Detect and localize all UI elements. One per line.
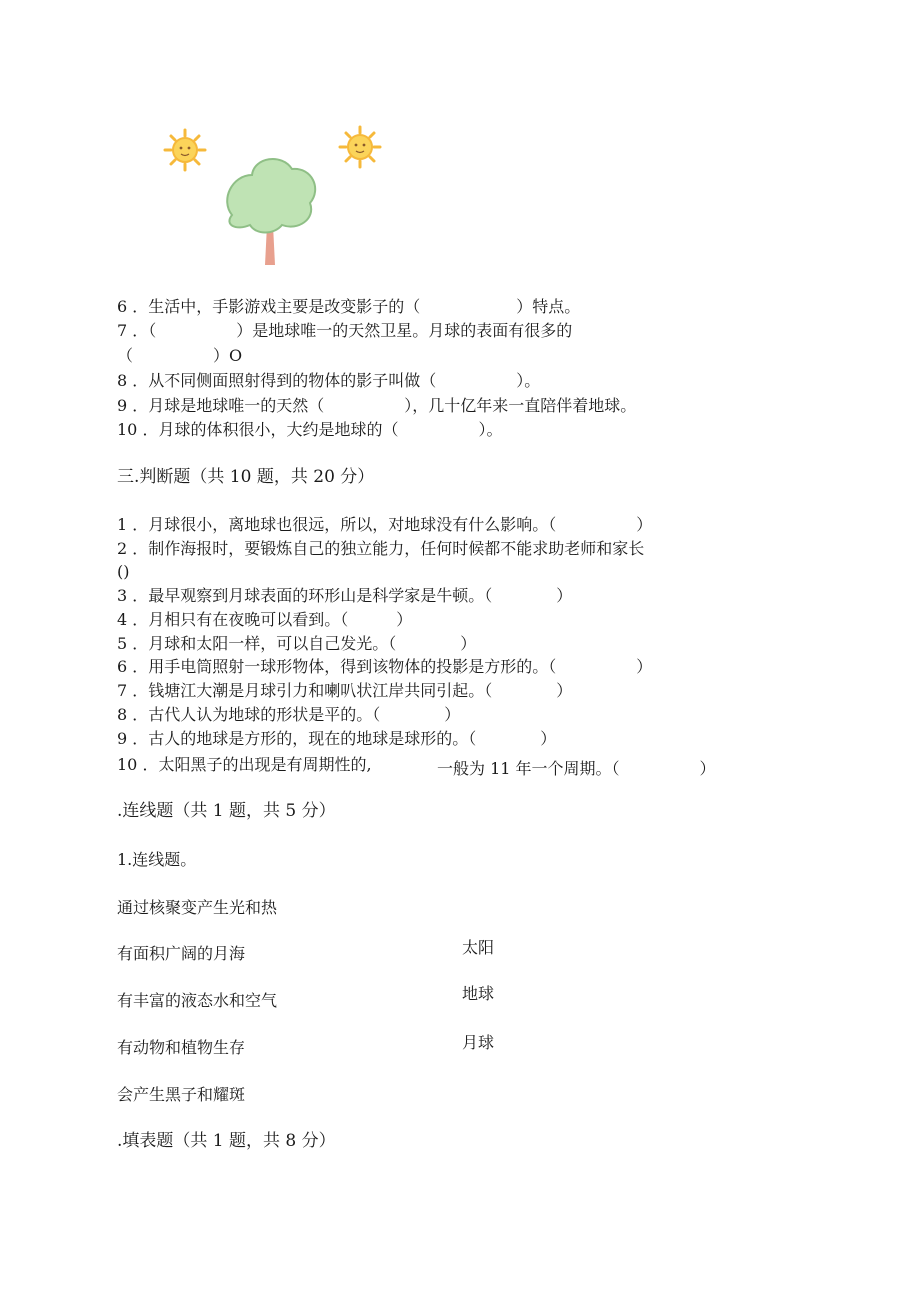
section-title-judge: 三.判断题（共 10 题，共 20 分） xyxy=(117,467,375,487)
judge-item: 4 ．月相只有在夜晚可以看到。（ ） xyxy=(117,610,413,629)
sun-icon xyxy=(340,127,380,167)
match-right-item: 太阳 xyxy=(462,938,495,957)
match-left-item: 有面积广阔的月海 xyxy=(117,944,246,963)
judge-item: 2 ．制作海报时，要锻炼自己的独立能力，任何时候都不能求助老师和家长 xyxy=(117,539,645,558)
judge-item-10-left: 10 ．太阳黑子的出现是有周期性的, xyxy=(117,755,372,774)
fill-question-9: 9 ．月球是地球唯一的天然（ ），几十亿年来一直陪伴着地球。 xyxy=(117,396,637,415)
judge-item: 7 ．钱塘江大潮是月球引力和喇叭状江岸共同引起。（ ） xyxy=(117,681,573,700)
judge-item-10-right: 一般为 11 年一个周期。（ ） xyxy=(437,759,716,778)
judge-item: 5 ．月球和太阳一样，可以自己发光。（ ） xyxy=(117,634,477,653)
section-title-match: .连线题（共 1 题，共 5 分） xyxy=(117,801,336,821)
sun-icon xyxy=(165,130,205,170)
fill-question-7-cont: （ ）O xyxy=(117,346,243,365)
illustration xyxy=(150,115,410,265)
match-question: 1.连线题。 xyxy=(117,850,197,869)
fill-question-10: 10 ．月球的体积很小，大约是地球的（ ）。 xyxy=(117,420,503,439)
judge-item: 1 ．月球很小，离地球也很远，所以，对地球没有什么影响。（ ） xyxy=(117,515,653,534)
judge-item: 9 ．古人的地球是方形的，现在的地球是球形的。（ ） xyxy=(117,729,557,748)
match-left-item: 通过核聚变产生光和热 xyxy=(117,898,278,917)
judge-item: 6 ．用手电筒照射一球形物体，得到该物体的投影是方形的。（ ） xyxy=(117,657,653,676)
tree-icon xyxy=(227,159,315,265)
match-right-item: 月球 xyxy=(462,1033,495,1052)
match-left-item: 有动物和植物生存 xyxy=(117,1038,246,1057)
judge-item: 8 ．古代人认为地球的形状是平的。（ ） xyxy=(117,705,461,724)
match-left-item: 会产生黑子和耀斑 xyxy=(117,1085,246,1104)
fill-question-7: 7 ．（ ）是地球唯一的天然卫星。月球的表面有很多的 xyxy=(117,321,573,340)
match-left-item: 有丰富的液态水和空气 xyxy=(117,991,278,1010)
fill-question-6: 6 ．生活中，手影游戏主要是改变影子的（ ）特点。 xyxy=(117,297,581,316)
match-right-item: 地球 xyxy=(462,984,495,1003)
judge-item-cont: () xyxy=(117,562,130,581)
judge-item: 3 ．最早观察到月球表面的环形山是科学家是牛顿。（ ） xyxy=(117,586,573,605)
fill-question-8: 8 ．从不同侧面照射得到的物体的影子叫做（ ）。 xyxy=(117,371,541,390)
section-title-table: .填表题（共 1 题，共 8 分） xyxy=(117,1131,336,1151)
